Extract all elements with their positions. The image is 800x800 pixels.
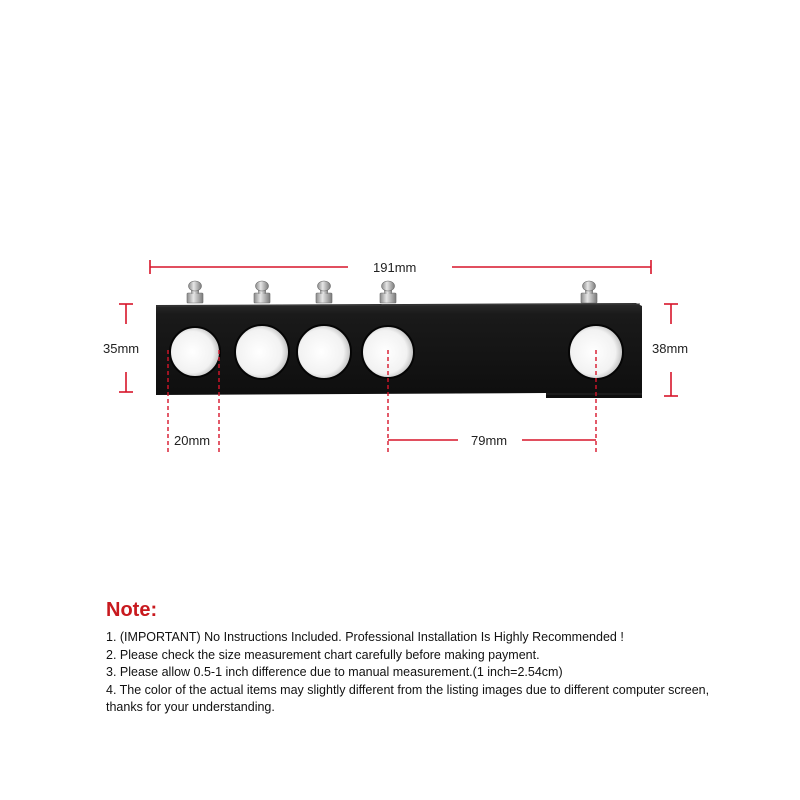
bolt [316, 281, 332, 303]
bolt [380, 281, 396, 303]
height-left-label: 35mm [103, 341, 140, 356]
hole [297, 325, 351, 379]
note-item: 4. The color of the actual items may slightly different from the listing images due to different computer screen, thanks for your understanding. [106, 682, 710, 714]
bolt [254, 281, 270, 303]
note-title: Note: [106, 599, 158, 621]
hole [170, 327, 220, 377]
note-item: 1. (IMPORTANT) No Instructions Included. Professional Installation Is Highly Recommended ! [106, 630, 624, 644]
bolt [187, 281, 203, 303]
hole-diameter-label: 20mm [174, 433, 211, 448]
note-item: 2. Please check the size measurement chart carefully before making payment. [106, 647, 540, 662]
hole [235, 325, 289, 379]
note-section [106, 598, 746, 717]
bolts [187, 281, 597, 303]
height-right-label: 38mm [652, 341, 689, 356]
length-label: 191mm [373, 260, 417, 275]
hole-spacing-label: 79mm [471, 433, 508, 448]
note-item: 3. Please allow 0.5-1 inch difference due to manual measurement.(1 inch=2.54cm) [106, 665, 563, 679]
bolt [581, 281, 597, 303]
